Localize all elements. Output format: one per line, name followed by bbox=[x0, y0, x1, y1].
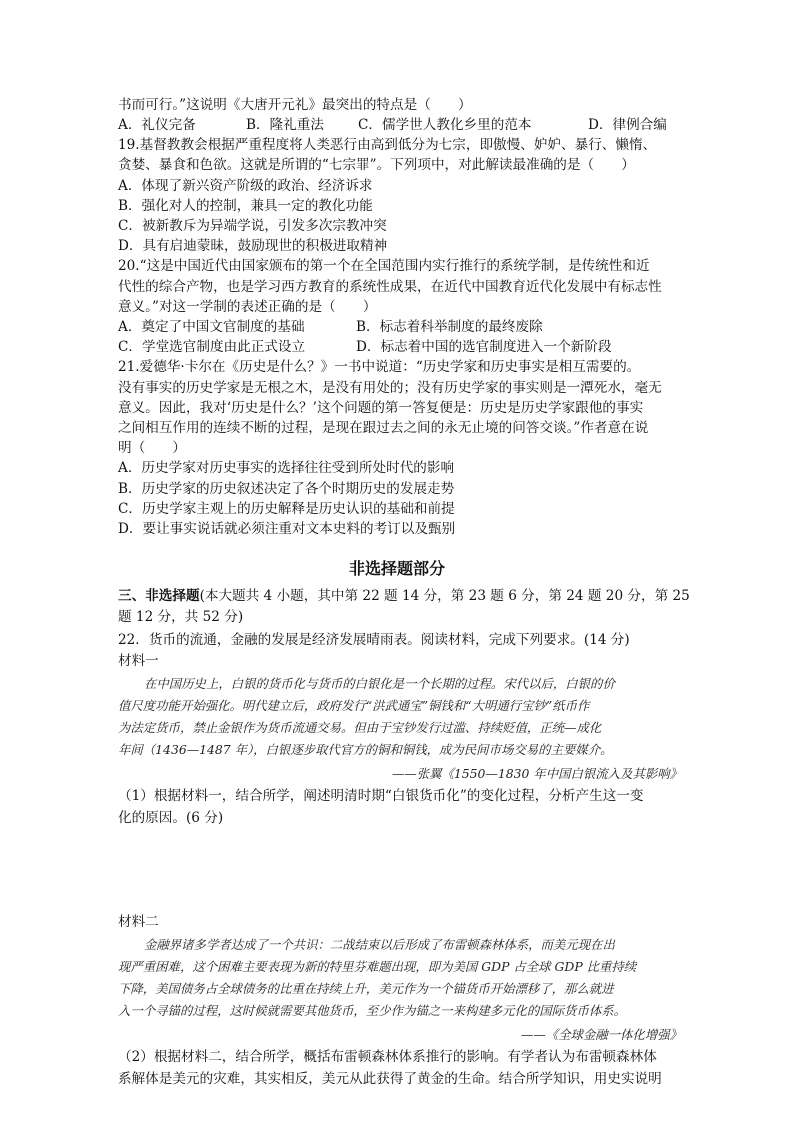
part3-instructions-line2: 题 12 分，共 52 分) bbox=[118, 609, 244, 625]
q19-option-c: C．被新教斥为异端学说，引发多次宗教冲突 bbox=[118, 218, 387, 234]
q19-stem-line: 贪婪、暴食和色欲。这就是所谓的“七宗罪”。下列项中，对此解读最准确的是（ ） bbox=[118, 157, 635, 173]
q19-option-b: B．强化对人的控制，兼具一定的教化功能 bbox=[118, 198, 373, 214]
material2-line: 金融界诸多学者达成了一个共识：二战结束以后形成了布雷顿森林体系，而美元现在出 bbox=[144, 937, 615, 952]
q18-option-c: C．儒学世人教化乡里的范本 bbox=[358, 117, 532, 133]
part3-instructions bbox=[118, 586, 690, 606]
material2-body bbox=[118, 934, 682, 1022]
q20-stem-line: 20.“这是中国近代由国家颁布的第一个在全国范围内实行推行的系统学制，是传统性和近 bbox=[118, 258, 650, 274]
material1-line: 在中国历史上，白银的货币化与货币的白银化是一个长期的过程。宋代以后，白银的价 bbox=[144, 676, 615, 691]
material1-label: 材料一 bbox=[118, 653, 159, 669]
material1-line: 值尺度功能开始强化。明代建立后，政府发行“洪武通宝”铜钱和“大明通行宝钞”纸币作 bbox=[118, 698, 590, 713]
q19-stem-line: 19.基督教教会根据严重程度将人类恶行由高到低分为七宗，即傲慢、妒妒、暴行、懒惰、 bbox=[118, 137, 657, 153]
q18-stem: 书而可行。”这说明《大唐开元礼》最突出的特点是（ ） bbox=[118, 97, 472, 113]
q20-option-c: C．学堂选官制度由此正式设立 bbox=[118, 339, 306, 355]
q18-option-a: A．礼仪完备 bbox=[118, 117, 196, 133]
q20-option-b: B．标志着科举制度的最终废除 bbox=[356, 319, 543, 335]
part3-instructions-text: (本大题共 4 小题，其中第 22 题 14 分，第 23 题 6 分，第 24 题 20 分，第 25 bbox=[199, 588, 690, 604]
q22-sub2-line: 系解体是美元的灾难，其实相反，美元从此获得了黄金的生命。结合所学知识，用史实说明 bbox=[118, 1071, 662, 1087]
q18-option-d: D．律例合编 bbox=[588, 117, 667, 133]
part3-label: 三、非选择题 bbox=[118, 588, 200, 604]
material1-body bbox=[118, 673, 682, 761]
q21-option-b: B．历史学家的历史叙述决定了各个时期历史的发展走势 bbox=[118, 481, 455, 497]
q20-options-row bbox=[118, 317, 682, 337]
q22-sub2-line: （2）根据材料二，结合所学，概括布雷顿森林体系推行的影响。有学者认为布雷顿森林体 bbox=[118, 1049, 657, 1065]
q22-sub1-line: 化的原因。(6 分) bbox=[118, 810, 224, 826]
q19-option-a: A．体现了新兴资产阶级的政治、经济诉求 bbox=[118, 178, 373, 194]
section-title: 非选择题部分 bbox=[348, 559, 445, 578]
q21-stem-line: 21.爱德华·卡尔在《历史是什么？》一书中说道：“历史学家和历史事实是相互需要的。 bbox=[118, 359, 641, 375]
q21-stem-line: 明（ ） bbox=[118, 440, 186, 456]
q21-stem-line: 没有事实的历史学家是无根之木，是没有用处的；没有历史学家的事实则是一潭死水，毫无 bbox=[118, 380, 662, 396]
material2-line: 下降，美国债务占全球债务的比重在持续上升，美元作为一个锚货币开始漂移了，那么就进 bbox=[118, 981, 614, 996]
q21-stem-line: 意义。因此，我对‘历史是什么？’这个问题的第一答复便是：历史是历史学家跟他的事实 bbox=[118, 400, 644, 416]
q20-options-row bbox=[118, 337, 682, 357]
q20-option-a: A．奠定了中国文官制度的基础 bbox=[118, 319, 305, 335]
material1-line: 为法定货币，禁止金银作为货币流通交易。但由于宝钞发行过滥、持续贬值，正统—成化 bbox=[118, 720, 602, 735]
material2-source: ——《全球金融一体化增强》 bbox=[520, 1027, 682, 1042]
q20-stem-line: 代性的综合产物，也是学习西方教育的系统性成果，在近代中国教育近代化发展中有标志性 bbox=[118, 279, 662, 295]
material2-line: 入一个寻锚的过程，这时候就需要其他货币，至少作为锚之一来构建多元化的国际货币体系。 bbox=[118, 1003, 627, 1018]
material2-line: 现严重困难，这个困难主要表现为新的特里芬难题出现，即为美国 GDP 占全球 GDP 比重持续 bbox=[118, 959, 637, 974]
material1-source: ——张翼《1550—1830 年中国白银流入及其影响》 bbox=[391, 766, 682, 781]
material2-label: 材料二 bbox=[118, 914, 159, 930]
q22-sub1-line: （1）根据材料一，结合所学，阐述明清时期“白银货币化”的变化过程，分析产生这一变 bbox=[118, 788, 644, 804]
q18-options bbox=[118, 115, 682, 135]
q21-option-c: C．历史学家主观上的历史解释是历史认识的基础和前提 bbox=[118, 501, 455, 517]
q21-option-d: D．要让事实说话就必须注重对文本史料的考订以及甄别 bbox=[118, 521, 456, 537]
material1-line: 年间（1436—1487 年），白银逐步取代官方的铜和铜钱，成为民间市场交易的主要媒介。 bbox=[118, 742, 613, 757]
q22-stem: 22．货币的流通，金融的发展是经济发展晴雨表。阅读材料，完成下列要求。(14 分) bbox=[118, 632, 630, 648]
q18-option-b: B．隆礼重法 bbox=[246, 117, 324, 133]
q21-option-a: A．历史学家对历史事实的选择往往受到所处时代的影响 bbox=[118, 460, 455, 476]
q20-stem-line: 意义。”对这一学制的表述正确的是（ ） bbox=[118, 299, 377, 315]
q20-option-d: D．标志着中国的选官制度进入一个新阶段 bbox=[356, 339, 612, 355]
q21-stem-line: 之间相互作用的连续不断的过程，是现在跟过去之间的永无止境的问答交谈。”作者意在说 bbox=[118, 420, 649, 436]
q19-option-d: D．具有启迪蒙昧，鼓励现世的积极进取精神 bbox=[118, 238, 388, 254]
